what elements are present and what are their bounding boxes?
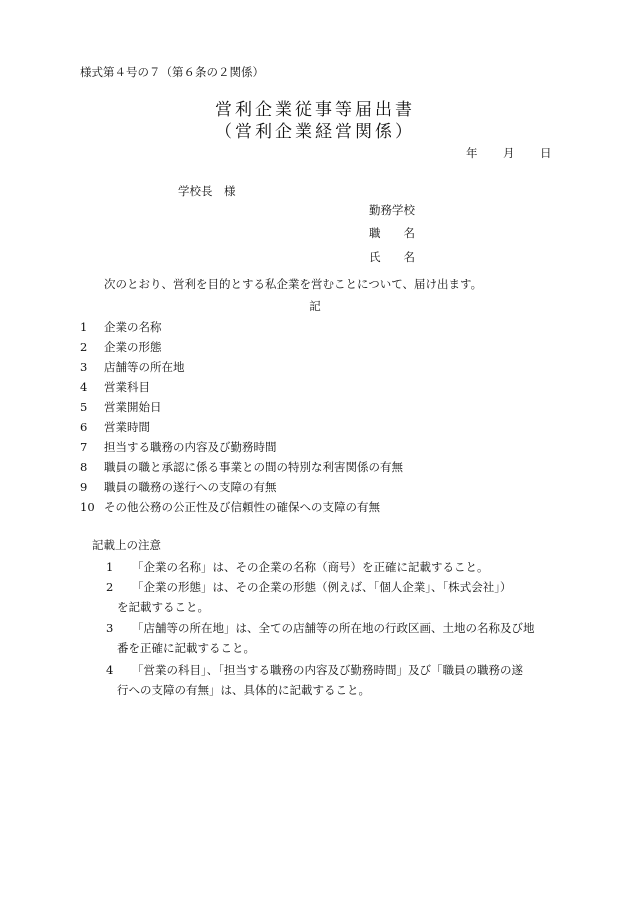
note-line: 「企業の形態」は、その企業の形態（例えば、「個人企業」、「株式会社」） (132, 580, 512, 594)
applicant-position-label: 職 名 (369, 226, 415, 240)
item-label: 営業時間 (104, 420, 150, 434)
note-number: 3 (106, 621, 114, 635)
item-label: 営業科目 (104, 380, 150, 394)
item-number: 6 (80, 420, 88, 434)
item-label: 企業の形態 (104, 340, 162, 354)
item-number: 8 (80, 460, 88, 474)
intro-text: 次のとおり、営利を目的とする私企業を営むことについて、届け出ます。 (104, 277, 483, 291)
item-number: 2 (80, 340, 88, 354)
notes-heading: 記載上の注意 (92, 538, 161, 552)
page-subtitle: （営利企業経営関係） (215, 122, 415, 142)
item-number: 9 (80, 480, 88, 494)
list-item (80, 380, 150, 394)
item-number: 4 (80, 380, 88, 394)
applicant-school-label: 勤務学校 (369, 203, 415, 217)
item-number: 3 (80, 360, 88, 374)
item-label: 店舗等の所在地 (104, 360, 185, 374)
item-label: 担当する職務の内容及び勤務時間 (104, 440, 277, 454)
note-line: 「店舗等の所在地」は、全ての店舗等の所在地の行政区画、土地の名称及び地 (132, 621, 535, 635)
list-item (80, 400, 162, 414)
list-item (80, 340, 162, 354)
item-label: 職員の職と承認に係る事業との間の特別な利害関係の有無 (104, 460, 403, 474)
note-line-continued: 行への支障の有無」は、具体的に記載すること。 (117, 683, 370, 697)
item-label: 職員の職務の遂行への支障の有無 (104, 480, 277, 494)
note-number: 2 (106, 580, 114, 594)
note-line-continued: を記載すること。 (117, 600, 209, 614)
date-day: 日 (540, 146, 552, 160)
note-line: 「営業の科目」、「担当する職務の内容及び勤務時間」及び「職員の職務の遂 (132, 663, 523, 677)
item-number: 7 (80, 440, 88, 454)
addressee: 学校長 様 (178, 184, 236, 198)
date-month: 月 (503, 146, 515, 160)
page-title: 営利企業従事等届出書 (215, 100, 415, 120)
item-number: 1 (80, 320, 88, 334)
item-label: その他公務の公正性及び信頼性の確保への支障の有無 (104, 500, 380, 514)
item-label: 企業の名称 (104, 320, 162, 334)
note-number: 4 (106, 663, 114, 677)
item-number: 5 (80, 400, 88, 414)
date-year: 年 (466, 146, 478, 160)
note-number: 1 (106, 560, 114, 574)
list-item (80, 480, 277, 494)
form-number: 様式第４号の７（第６条の２関係） (80, 65, 264, 79)
item-label: 営業開始日 (104, 400, 162, 414)
ki-heading: 記 (309, 299, 321, 313)
note-line-continued: 番を正確に記載すること。 (117, 641, 255, 655)
list-item (80, 460, 403, 474)
applicant-name-label: 氏 名 (369, 250, 415, 264)
list-item (80, 500, 380, 514)
item-number: 10 (80, 500, 95, 514)
note-line: 「企業の名称」は、その企業の名称（商号）を正確に記載すること。 (132, 560, 489, 574)
list-item (80, 320, 162, 334)
list-item (80, 360, 185, 374)
list-item (80, 420, 150, 434)
list-item (80, 440, 277, 454)
